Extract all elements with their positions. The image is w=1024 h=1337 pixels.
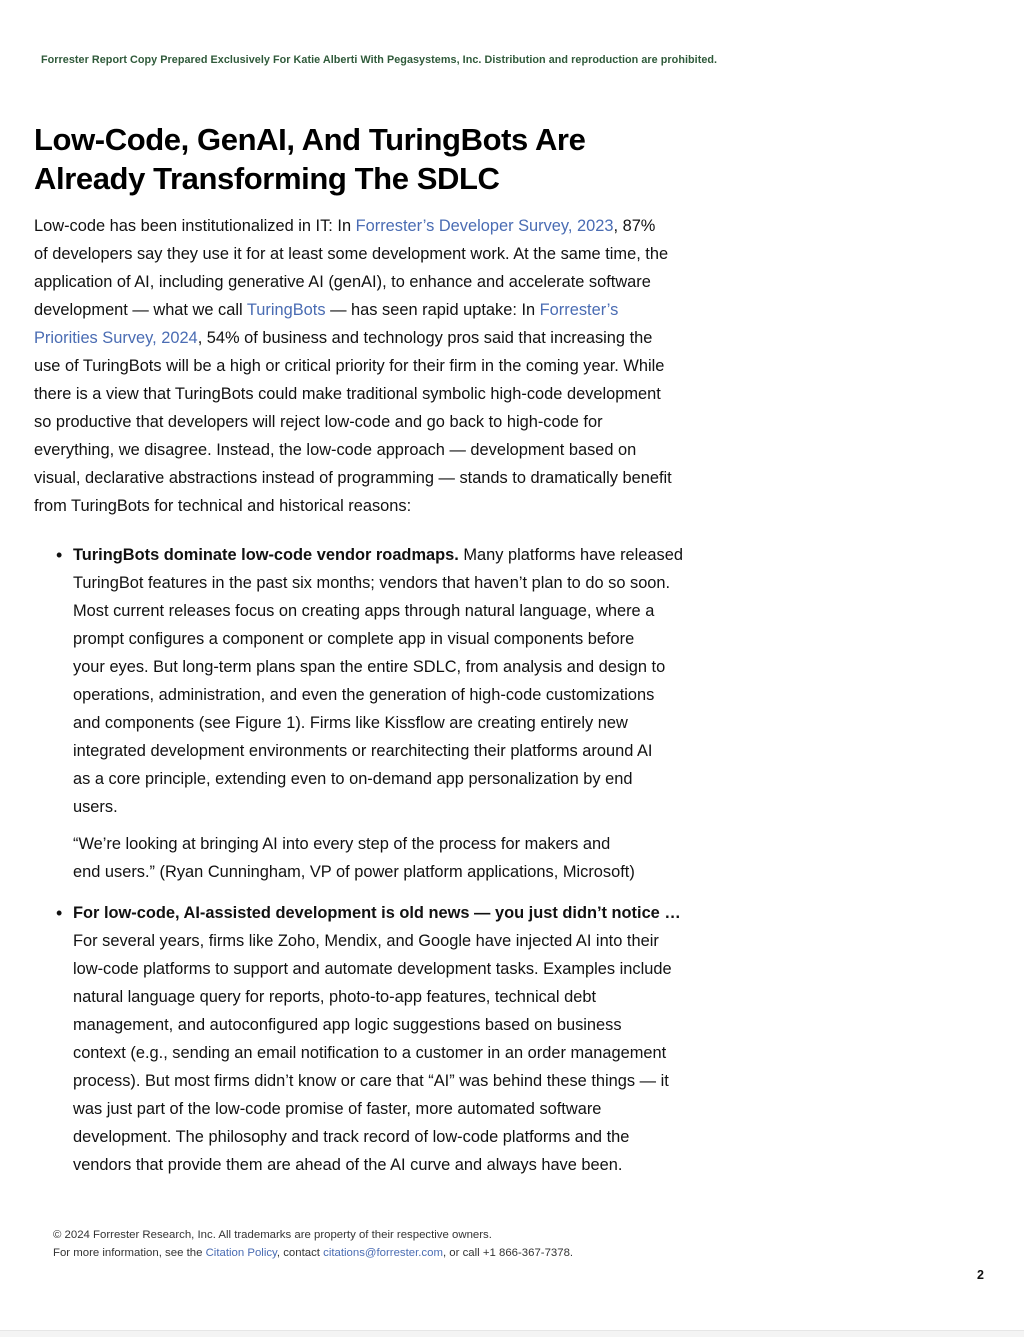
bullet-marker: •	[56, 545, 63, 565]
paragraph-line: operations, administration, and even the generation of high-code customizations	[73, 686, 655, 704]
turingbots-link[interactable]: TuringBots	[246, 301, 326, 319]
report-copy-notice: Forrester Report Copy Prepared Exclusively For Katie Alberti With Pegasystems, Inc. Distribution and reproduction are prohibited.	[41, 54, 718, 66]
paragraph-line: development. The philosophy and track record of low-code platforms and the	[73, 1128, 630, 1146]
section-title-line-1: Low-Code, GenAI, And TuringBots Are	[34, 122, 586, 157]
paragraph-line: of developers say they use it for at least some development work. At the same time, the	[34, 245, 669, 263]
paragraph-line: use of TuringBots will be a high or critical priority for their firm in the coming year. While	[34, 357, 665, 375]
quote-line: “We’re looking at bringing AI into every step of the process for makers and	[73, 835, 611, 853]
bullet-heading: TuringBots dominate low-code vendor roadmaps.	[73, 546, 459, 564]
citation-info: For more information, see the Citation Policy, contact citations@forrester.com, or call +1 866-367-7378.	[53, 1246, 574, 1259]
developer-survey-link[interactable]: Forrester’s Developer Survey, 2023	[355, 217, 614, 235]
priorities-survey-link[interactable]: Forrester’s	[539, 301, 619, 319]
paragraph-line: as a core principle, extending even to on-demand app personalization by end	[73, 770, 633, 788]
paragraph-line: TuringBot features in the past six months; vendors that haven’t plan to do so soon.	[73, 574, 671, 592]
paragraph-line: For several years, firms like Zoho, Mendix, and Google have injected AI into their	[73, 932, 659, 950]
paragraph-line: Most current releases focus on creating apps through natural language, where a	[73, 602, 655, 620]
paragraph-line: was just part of the low-code promise of faster, more automated software	[73, 1100, 602, 1118]
paragraph-line: vendors that provide them are ahead of the AI curve and always have been.	[73, 1156, 623, 1174]
page-number: 2	[977, 1268, 984, 1282]
paragraph-line: there is a view that TuringBots could make traditional symbolic high-code development	[34, 385, 661, 403]
paragraph-line: everything, we disagree. Instead, the low-code approach — development based on	[34, 441, 637, 459]
paragraph-line: prompt configures a component or complete app in visual components before	[73, 630, 635, 648]
paragraph-line: your eyes. But long-term plans span the entire SDLC, from analysis and design to	[73, 658, 666, 676]
paragraph-line: context (e.g., sending an email notification to a customer in an order management	[73, 1044, 667, 1062]
citation-policy-link[interactable]: Citation Policy	[205, 1246, 277, 1259]
bullet-item-old-news	[34, 899, 734, 1179]
pull-quote	[34, 830, 734, 886]
paragraph-line: integrated development environments or rearchitecting their platforms around AI	[73, 742, 653, 760]
citations-email-link[interactable]: citations@forrester.com	[323, 1246, 443, 1259]
paragraph-line: management, and autoconfigured app logic suggestions based on business	[73, 1016, 622, 1034]
paragraph-line: and components (see Figure 1). Firms like Kissflow are creating entirely new	[73, 714, 628, 732]
paragraph-line: users.	[73, 798, 118, 816]
quote-line: end users.” (Ryan Cunningham, VP of power platform applications, Microsoft)	[73, 863, 635, 881]
section-title	[34, 120, 734, 198]
bullet-marker: •	[56, 903, 63, 923]
paragraph-line: process). But most firms didn’t know or care that “AI” was behind these things — it	[73, 1072, 669, 1090]
paragraph-line: TuringBots dominate low-code vendor roadmaps. Many platforms have released	[73, 546, 683, 564]
paragraph-line: so productive that developers will reject low-code and go back to high-code for	[34, 413, 603, 431]
paragraph-line: application of AI, including generative AI (genAI), to enhance and accelerate software	[34, 273, 651, 291]
article-body	[34, 212, 734, 1179]
paragraph-line: development — what we call TuringBots — has seen rapid uptake: In Forrester’s	[34, 301, 619, 319]
paragraph-line	[73, 899, 734, 927]
copyright-notice: © 2024 Forrester Research, Inc. All trademarks are property of their respective owners.	[53, 1229, 492, 1241]
bullet-item-roadmaps	[34, 541, 734, 821]
page-footer	[53, 1227, 573, 1262]
paragraph-line: Low-code has been institutionalized in IT: In Forrester’s Developer Survey, 2023, 87%	[34, 217, 656, 235]
bullet-heading: For low-code, AI-assisted development is old news — you just didn’t notice …	[73, 904, 681, 922]
intro-paragraph	[34, 212, 734, 520]
section-title-line-2: Already Transforming The SDLC	[34, 161, 500, 196]
paragraph-line: Priorities Survey, 2024, 54% of business and technology pros said that increasing the	[34, 329, 653, 347]
paragraph-line: from TuringBots for technical and historical reasons:	[34, 497, 412, 515]
paragraph-line: visual, declarative abstractions instead of programming — stands to dramatically benefit	[34, 469, 672, 487]
paragraph-line: low-code platforms to support and automate development tasks. Examples include	[73, 960, 672, 978]
page-bottom-edge	[0, 1330, 1024, 1337]
paragraph-line: natural language query for reports, photo-to-app features, technical debt	[73, 988, 597, 1006]
priorities-survey-link-continued[interactable]: Priorities Survey, 2024	[34, 329, 198, 347]
